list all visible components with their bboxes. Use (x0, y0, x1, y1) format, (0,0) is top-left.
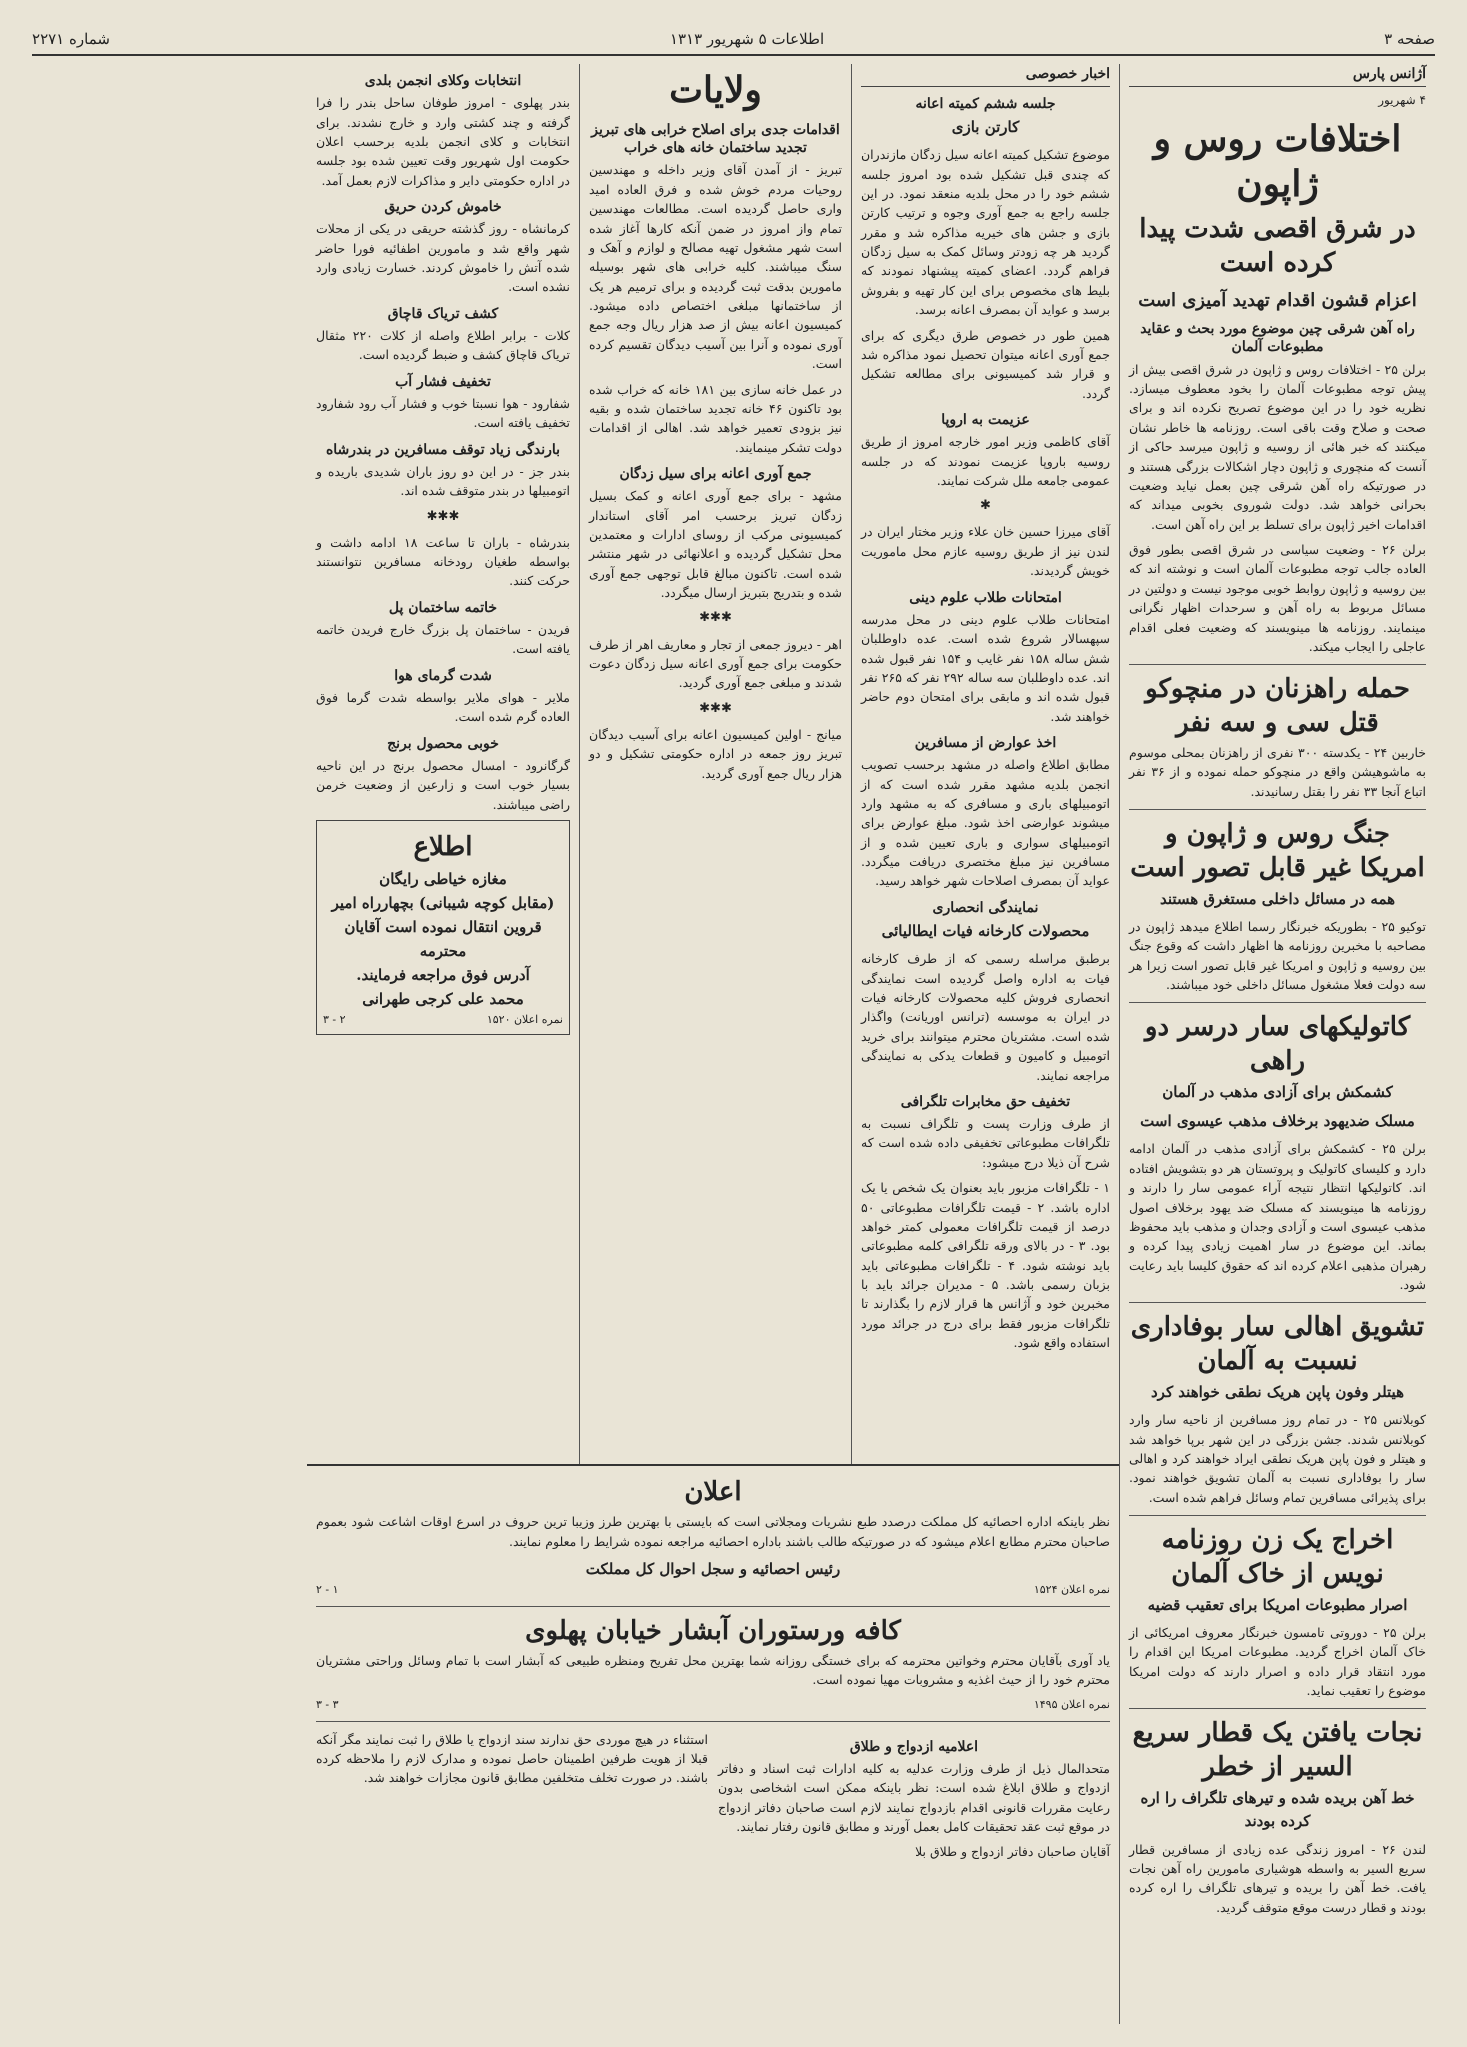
ad-sequence: ۲ - ۳ (323, 1013, 346, 1027)
section-title: امتحانات طلاب علوم دینی (909, 589, 1062, 606)
column-provinces (579, 64, 851, 1464)
section-title: تخفیف حق مخابرات تلگرافی (900, 1093, 1071, 1110)
article-body: شفارود - هوا نسبتا خوب و فشار آب رود شفارود تخفیف یافته است. (316, 395, 570, 431)
subheadline: مسلک ضدیهود برخلاف مذهب عیسوی است (1140, 1112, 1415, 1131)
article-body: مشهد - برای جمع آوری اعانه و کمک بسیل زدگان تبریز برحسب امر آقای استاندار کمیسیونی مرکب از روسای ادارات و معتمدین محل تشکیل گردیده و اعلانهائی در شهر منتشر شده است. تاکنون مبالغ قابل توجهی جمع آوری شده و بتدریج بتبریز ارسال میگردد. (589, 488, 842, 601)
ad-footer (323, 1011, 563, 1028)
section-title: خاموش کردن حریق (384, 199, 502, 216)
ad-title: اطلاع (413, 832, 473, 863)
headline: اخراج یک زن روزنامه نویس از خاک آلمان (1161, 1525, 1394, 1589)
main-subhead-2: اعزام قشون اقدام تهدید آمیزی است (1138, 289, 1417, 311)
article-body: کوبلانس ۲۵ - در تمام روز مسافرین از ناحیه سار وارد کوبلانس شدند. جشن بزرگی در این شهر برپا خواهد شد و هیتلر و فون پاپن هریک نطقی ایراد خواهند کرد و اهالی سار را بوفاداری نسبت به آلمان تشویق خواهند نمود. برای پذیرائی مسافرین تمام وسائل فراهم شده است. (1129, 1412, 1426, 1505)
star-divider: ✱ (980, 498, 991, 514)
marriage-notice-body: متحدالمال ذیل از طرف وزارت عدلیه به کلیه ادارات ثبت اسناد و دفاتر ازدواج و طلاق ابلاغ شده است: نظر باینکه ممکن است اشخاصی بدون رعایت مقررات قانونی اقدام بازدواج نمایند لازم است صاحبان دفاتر ازدواج در موقع ثبت عقد تحقیقات کامل بعمل آورند و مطابق قانون رفتار نمایند. (718, 1760, 1110, 1834)
cafe-ad-body: یاد آوری بآقایان محترم وخواتین محترمه که برای خستگی روزانه شما بهترین محل تفریح ومنظره طبیعی که آبشار است با تمام وسائل وراحتی مشتریان محترم خود را از حیث اغذیه و مشروبات مهیا نموده است. (316, 1652, 1110, 1688)
article-body: بندرشاه - باران تا ساعت ۱۸ ادامه داشت و بواسطه طغیان رودخانه مسافرین نتوانستند حرکت کنند. (316, 534, 570, 589)
headline: حمله راهزنان در منچوکو قتل سی و سه نفر (1145, 674, 1410, 739)
star-divider: ✱✱✱ (426, 508, 460, 524)
subheadline: محصولات کارخانه فیات ایطالیائی (881, 922, 1090, 941)
paper-date: اطلاعات ۵ شهریور ۱۳۱۳ (669, 30, 825, 48)
dateline: ۴ شهریور (1378, 92, 1426, 107)
notice-signature: رئیس احصائیه و سجل احوال کل مملکت (585, 1560, 841, 1579)
notice-body: نظر باینکه اداره احصائیه کل مملکت درصدد طبع نشریات ومجلاتی است که بایستی با بهترین طرز وزیبا ترین حروف در اسرع اوقات اشاعت شود بعموم صاحبان محترم مطابع اعلام میشود که در صورتیکه طالب باشند باداره احصائیه مراجعه نموده شرایط را معلوم نمایند. (316, 1514, 1110, 1549)
section-title: راه آهن شرقی چین موضوع مورد بحث و عقاید مطبوعات آلمان (1140, 321, 1415, 356)
subheadline: کارتن بازی (951, 117, 1020, 136)
main-headline: اختلافات روس و ژاپون (1153, 118, 1402, 206)
ad-line: آدرس فوق مراجعه فرمایند. (356, 966, 530, 985)
notice-number: نمره اعلان ۱۵۲۴ (1033, 1583, 1110, 1597)
cafe-ad-footer (316, 1696, 1110, 1713)
section-title: خاتمه ساختمان پل (388, 599, 498, 616)
article-body: گرگانرود - امسال محصول برنج در این ناحیه بسیار خوب است و زارعین از وضعیت خرمن راضی میباشند. (316, 757, 570, 812)
ad-number: نمره اعلان ۱۵۲۰ (486, 1013, 563, 1027)
section-title: نمایندگی انحصاری (932, 899, 1039, 916)
section-title: اقدامات جدی برای اصلاح خرابی های تبریز تجدید ساختمان خانه های خراب (591, 122, 840, 157)
column-kicker: اخبار خصوصی (861, 64, 1110, 87)
page-label: صفحه ۳ (1384, 30, 1435, 48)
article-body: خاربین ۲۴ - یکدسته ۳۰۰ نفری از راهزنان بمحلی موسوم به ماشوهیشن واقع در منچوکو حمله نموده و از ۳۶ نفر اتباع آنجا ۳۳ نفر را بقتل رسانیدند. (1129, 744, 1426, 799)
notice-sequence: ۱ - ۲ (316, 1583, 339, 1597)
subheadline: خط آهن بریده شده و تیرهای تلگراف را اره کرده بودند (1140, 1789, 1415, 1831)
issue-number: شماره ۲۲۷۱ (32, 30, 110, 48)
marriage-notice-body-2: استثناء در هیچ موردی حق ندارند سند ازدواج یا طلاق را ثبت نمایند مگر آنکه قبلا از هویت طرفین اطمینان حاصل نموده و مدارک لازم را ملاحظه کرده باشند. در صورت تخلف متخلفین مطابق قانون مجازات خواهند شد. (316, 1731, 708, 1786)
subheadline: همه در مسائل داخلی مستغرق هستند (1159, 889, 1396, 908)
article-body: آقای میرزا حسین خان علاء وزیر مختار ایران در لندن نیز از طریق روسیه عازم محل ماموریت خویش گردیدند. (861, 524, 1110, 579)
article-body: بندر جز - در این دو روز باران شدیدی باریده و اتومبیلها در بندر متوقف شده اند. (316, 463, 570, 499)
bottom-notices (307, 1464, 1119, 2024)
star-divider: ✱✱✱ (699, 610, 732, 626)
article-body: ۱ - تلگرافات مزبور باید بعنوان یک شخص یا یک اداره باشد. ۲ - قیمت تلگرافات مطبوعاتی ۵۰ درصد از قیمت تلگرافات معمولی کمتر خواهد بود. ۳ - در بالای ورقه تلگرافی کلمه مطبوعاتی باید نوشته شود. ۴ - تلگرافات مطبوعاتی باید بزبان رسمی باشد. ۵ - مدیران جرائد باید با مخبرین خود و آژانس ها قرار لازم را بگذارند تا تلگرافات مزبور فقط برای درج در جرائد مورد استفاده واقع شود. (861, 1180, 1110, 1351)
columns (32, 64, 1435, 2024)
article-body: آقای کاظمی وزیر امور خارجه امروز از طریق روسیه باروپا عزیمت نمودند که در جلسه عمومی جامعه ملل شرکت نمایند. (861, 434, 1110, 488)
ad-signature: محمد علی کرجی طهرانی (362, 990, 524, 1009)
headline: کاتولیکهای سار درسر دو راهی (1144, 1012, 1411, 1077)
section-title: تخفیف فشار آب (395, 373, 491, 390)
ad-line: (مقابل کوچه شیبانی) بچهارراه امیر (331, 894, 555, 913)
section-title: کشف تریاک قاچاق (387, 305, 499, 322)
article-body: امتحانات طلاب علوم دینی در محل مدرسه سپهسالار شروع شده است. عده داوطلبان شش ساله ۱۵۸ نفر غایب و ۱۵۴ نفر قبول شده اند. عده داوطلبان سه ساله ۲۹۲ نفر که ۲۶۵ نفر قبول شده اند و مابقی برای امتحان دوم حاضر خواهند شد. (861, 611, 1111, 724)
marriage-notice-title: اعلامیه ازدواج و طلاق (849, 1738, 979, 1755)
section-title: اخذ عوارض از مسافرین (914, 735, 1057, 752)
article-body: از طرف وزارت پست و تلگراف نسبت به تلگرافات مطبوعاتی تخفیفی داده شده است که شرح آن ذیلا درج میشود: (861, 1116, 1110, 1170)
section-title: انتخابات وکلای انجمن بلدی (364, 73, 522, 89)
column-special-news (851, 64, 1119, 1464)
notice-footer (316, 1581, 1110, 1598)
ad-line: مغازه خیاطی رایگان (379, 870, 507, 889)
section-title: عزیمت به اروپا (941, 412, 1030, 428)
cafe-ad-number: نمره اعلان ۱۴۹۵ (1033, 1697, 1110, 1711)
section-title: جلسه ششم کمیته اعانه (915, 95, 1056, 112)
section-headline: ولایات (669, 69, 762, 111)
article-body: موضوع تشکیل کمیته اعانه سیل زدگان مازندران که چندی قبل تشکیل شده بود امروز جلسه ششم خود را در محل بلدیه منعقد نمود. در این جلسه راجع به جمع آوری وجوه و ترتیب کارتن بازی و جشن های خیریه مذاکره شد و مقرر گردید هر چه زودتر وسائل کمک به سیل زدگان فراهم گردد. اعضای کمیته پیشنهاد نمودند که بلیط های مخصوص برای این کار تهیه و بفروش برسد و عواید آن بمصرف اعانه برسد. (861, 147, 1110, 318)
article-body: برلن ۲۵ - اختلافات روس و ژاپون در شرق اقصی بیش از پیش توجه مطبوعات آلمان را بخود معطوف میسازد. نظریه خود را در این موضوع تصریح نکرده اند و برای صحت و صلاح وقت باقی است. روزنامه ها خاطر نشان میکنند که خبر هائی از روسیه و ژاپون میرسد حاکی از آنست که منچوری و ژاپون دچار اشکالات بزرگی هستند و در صورتیکه راه آهن شرقی چین بعمل نیاید وضعیت بحرانی خواهد شد. دولت شوروی بخوبی میداند که اقدامات اخیر ژاپون برای تسلط بر این راه آهن است. (1129, 361, 1426, 532)
middle-columns (307, 64, 1119, 1464)
article-body: میانج - اولین کمیسیون اعانه برای آسیب دیدگان تبریز روز جمعه در اداره حکومتی تشکیل و دو هزار ریال جمع آوری گردید. (589, 726, 842, 781)
ad-line: قروین انتقال نموده است آقایان محترمه (344, 918, 542, 961)
notice-title: اعلان (684, 1477, 742, 1507)
subheadline: کشمکش برای آزادی مذهب در آلمان (1162, 1082, 1393, 1101)
headline: جنگ روس و ژاپون و امریکا غیر قابل تصور است (1130, 818, 1425, 883)
headline: نجات یافتن یک قطار سریع السیر از خطر (1132, 1718, 1423, 1783)
headline: تشویق اهالی سار بوفاداری نسبت به آلمان (1130, 1312, 1425, 1377)
article-body: برطبق مراسله رسمی که از طرف کارخانه فیات به اداره واصل گردیده است نمایندگی انحصاری فروش کلیه محصولات کارخانه فیات در ایران به موسسه (ترانس اوریانت) واگذار شده است. مشتریان محترم میتوانند برای خرید اتومبیل و کامیون و قطعات یدکی به نمایندگی مراجعه نمایند. (861, 951, 1110, 1083)
marriage-notice-signature: آقایان صاحبان دفاتر ازدواج و طلاق بلا (915, 1844, 1110, 1860)
main-subhead: در شرق اقصی شدت پیدا کرده است (1139, 214, 1416, 279)
column-kicker: آژانس پارس (1129, 64, 1426, 87)
column-pars-agency (1119, 64, 1435, 2024)
article-body: برلن ۲۵ - کشمکش برای آزادی مذهب در آلمان ادامه دارد و کلیسای کاتولیک و پروتستان هر دو بتشویش افتاده اند. کاتولیکها انتظار نتیجه آراء عمومی سار را دارند و روزنامه ها مینویسند که مسلک ضد یهود برخلاف اصول مذهب عیسوی است و آزادی وجدان و مذهب باید محفوظ بماند. این موضوع در سار اهمیت زیادی پیدا کرده و رهبران مذهبی اعلام کرده اند که حقوق کلیسا باید رعایت شود. (1129, 1141, 1426, 1293)
marriage-notice (316, 1730, 1110, 1868)
article-body: مطابق اطلاع واصله در مشهد برحسب تصویب انجمن بلدیه مشهد مقرر شده است که از اتومبیلهای باری و مسافری که به مشهد وارد میشوند عوارضی اخذ شود. مبلغ عوارض برای اتومبیلهای سواری و باری تعیین شده و از مسافرین نیز مبلغ مختصری دریافت میگردد. عواید آن بمصرف اصلاحات شهر خواهد رسید. (861, 757, 1110, 889)
article-body: همین طور در خصوص طرق دیگری که برای جمع آوری اعانه میتوان تحصیل نمود مذاکره شد و قرار شد کمیسیونی برای مطالعه تشکیل گردد. (861, 327, 1110, 401)
middle-block (307, 64, 1119, 2024)
article-body: توکیو ۲۵ - بطوریکه خبرنگار رسما اطلاع میدهد ژاپون در مصاحبه با مخبرین روزنامه ها اظهار داشت که وقوع جنگ بین روسیه و ژاپون و امریکا غیر قابل تصور است زیرا هر سه دولت فعلا مشغول مسائل داخلی خود میباشند. (1129, 918, 1426, 992)
article-body: برلن ۲۶ - وضعیت سیاسی در شرق اقصی بطور فوق العاده جالب توجه مطبوعات آلمان است و نوشته اند که بین روسیه و ژاپون روابط خوبی موجود نیست و دولتین در مسائل مربوط به راه آهن و سرحدات اظهار نگرانی مینمایند. روزنامه ها مینویسند که وضعیت فعلی اقدام عاجلی را ایجاب میکند. (1129, 542, 1426, 654)
advertisement-tailor (316, 820, 570, 1035)
section-title: شدت گرمای هوا (394, 667, 492, 684)
article-body: کلات - برابر اطلاع واصله از کلات ۲۲۰ مثقال تریاک قاچاق کشف و ضبط گردیده است. (316, 327, 570, 363)
article-body: بندر پهلوی - امروز طوفان ساحل بندر را فرا گرفته و چند کشتی وارد و خارج نشدند. برای انتخابات و کلای انجمن بلدیه برحسب اعلان حکومت اول شهریور وقت تعیین شده بود جلسه در اداره حکومتی دایر و مذاکرات لازم بعمل آمد. (316, 95, 570, 188)
section-title: خوبی محصول برنج (387, 735, 499, 752)
article-body: کرمانشاه - روز گذشته حریقی در یکی از محلات شهر واقع شد و مامورین اطفائیه فورا حاضر شده آتش را خاموش کردند. خسارت زیادی وارد نشده است. (316, 221, 570, 295)
article-body: در عمل خانه سازی بین ۱۸۱ خانه که خراب شده بود تاکنون ۴۶ خانه تجدید ساختمان شده و بقیه نیز بزودی تعمیر خواهد شد. اهالی از اقدامات دولت تشکر مینمایند. (589, 381, 842, 455)
subheadline: اصرار مطبوعات امریکا برای تعقیب قضیه (1147, 1595, 1408, 1614)
cafe-ad-title: کافه ورستوران آبشار خیابان پهلوی (525, 1616, 901, 1647)
article-body: لندن ۲۶ - امروز زندگی عده زیادی از مسافرین قطار سریع السیر به واسطه هوشیاری مامورین راه آهن نجات یافت. خط آهن را بریده و تیرهای تلگراف را اره کرده بودند و قطار درست موقع متوقف گردید. (1129, 1841, 1426, 1915)
section-title: بارندگی زیاد توقف مسافرین در بندرشاه (325, 441, 561, 458)
column-local-news (307, 64, 579, 1464)
article-body: ملایر - هوای ملایر بواسطه شدت گرما فوق العاده گرم شده است. (316, 689, 570, 725)
article-body: اهر - دیروز جمعی از تجار و معاریف اهر از طرف حکومت برای جمع آوری اعانه سیل زدگان دعوت شدند و مبلغی جمع آوری گردید. (589, 636, 842, 691)
subheadline: هیتلر وفون پاپن هریک نطقی خواهند کرد (1150, 1383, 1404, 1402)
section-title: جمع آوری اعانه برای سیل زدگان (619, 466, 812, 482)
masthead (32, 30, 1435, 56)
article-body: برلن ۲۵ - دوروتی تامسون خبرنگار معروف امریکائی از خاک آلمان اخراج گردید. مطبوعات امریکا این اقدام را مورد انتقاد قرار داده و اصرار دارند که دولت امریکا موضوع را تعقیب نماید. (1129, 1624, 1426, 1699)
cafe-ad-sequence: ۳ - ۳ (316, 1697, 339, 1711)
star-divider: ✱✱✱ (699, 700, 732, 716)
article-body: تبریز - از آمدن آقای وزیر داخله و مهندسین روحیات مردم خوش شده و فرق العاده امید واری حاصل گردیده است. مطالعات مهندسین تمام واز امروز در ضمن آنکه کارها آغاز شده است شهر مشغول تهیه مصالح و لوازم و آهک و سنگ میباشند. کلیه خرابی های شهر بوسیله مامورین بدقت ثبت گردیده و برای ترمیم هر یک از ساختمانها مبلغی اختصاص داده میشود. کمیسیون اعانه بیش از صد هزار ریال وجه جمع آوری نموده و آنرا بین آسیب دیدگان تقسیم کرده است. (589, 162, 842, 372)
article-body: فریدن - ساختمان پل بزرگ خارج فریدن خاتمه یافته است. (316, 622, 570, 657)
